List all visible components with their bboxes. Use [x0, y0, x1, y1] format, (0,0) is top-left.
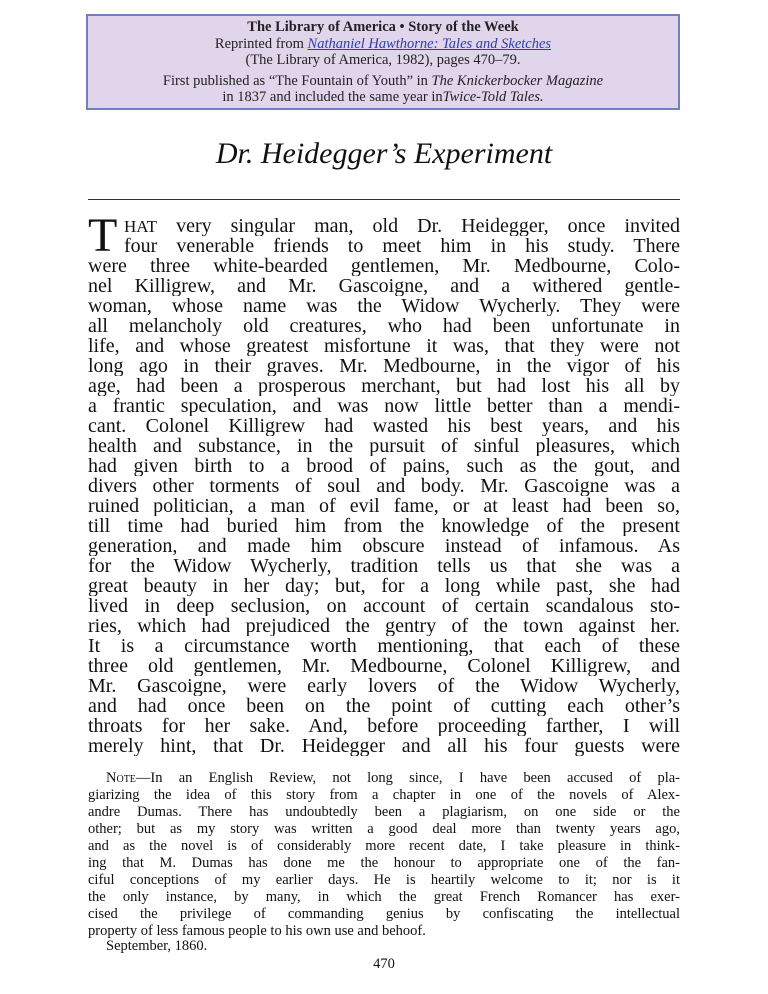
note-line: the only instance, by many, in which the great French Romancer has exer- — [88, 889, 680, 905]
note-line: giarizing the idea of this story from a chapter in one of the novels of Alex- — [88, 787, 680, 803]
body-line: It is a circumstance worth mentioning, that each of these — [88, 636, 680, 656]
body-line: woman, whose name was the Widow Wycherly. They were — [88, 296, 680, 316]
collection-name: Twice-Told Tales. — [442, 89, 544, 105]
reprinted-prefix: Reprinted from — [214, 35, 308, 52]
body-line: merely hint, that Dr. Heidegger and all his four guests were — [88, 736, 680, 756]
first-published-prefix: First published as “The Fountain of Youth” in — [162, 72, 432, 89]
body-line: lived in deep seclusion, on account of certain scandalous sto- — [88, 596, 680, 616]
body-line: till time had buried him from the knowledge of the present — [88, 516, 680, 536]
body-line: divers other torments of soul and body. Mr. Gascoigne was a — [88, 476, 680, 496]
body-line: three old gentlemen, Mr. Medbourne, Colonel Killigrew, and — [88, 656, 680, 676]
body-line: nel Killigrew, and Mr. Gascoigne, and a withered gentle- — [88, 276, 680, 296]
body-line: were three white-bearded gentlemen, Mr. Medbourne, Colo- — [88, 256, 680, 276]
note-line: property of less famous people to his own use and behoof. — [88, 923, 426, 939]
note-line: cised the privilege of commanding genius by confiscating the intellectual — [88, 906, 680, 922]
note-line: Note—In an English Review, not long since, I have been accused of pla- — [106, 770, 680, 786]
book-link[interactable]: Nathaniel Hawthorne: Tales and Sketches — [307, 35, 552, 52]
note-line: and as the novel is of considerably more recent date, I take pleasure in think- — [88, 838, 680, 854]
reprinted-from-line — [88, 36, 678, 53]
drop-cap: T — [88, 209, 118, 262]
story-title: Dr. Heidegger’s Experiment — [215, 137, 553, 170]
body-line: Mr. Gascoigne, were early lovers of the Widow Wycherly, — [88, 676, 680, 696]
story-body — [88, 209, 680, 756]
body-line: great beauty in her day; but, for a long while past, she had — [88, 576, 680, 596]
magazine-name: The Knickerbocker Magazine — [431, 72, 604, 89]
first-published-line — [88, 73, 678, 90]
body-line: ruined politician, a man of evil fame, or at least had been so, — [88, 496, 680, 516]
body-line: life, and whose greatest misfortune it was, that they were not — [88, 336, 680, 356]
included-prefix: in 1837 and included the same year in — [222, 89, 443, 105]
body-line: had given birth to a brood of pains, such as the gout, and — [88, 456, 680, 476]
body-line: for the Widow Wycherly, tradition tells us that she was a — [88, 556, 680, 576]
note-date: September, 1860. — [106, 938, 208, 954]
body-line: ries, which had prejudiced the gentry of the town against her. — [88, 616, 680, 636]
note-line: ciful conceptions of my earlier days. He is heartily welcome to it; nor is it — [88, 872, 680, 888]
body-line: all melancholy old creatures, who had been unfortunate in — [88, 316, 680, 336]
body-line: HAT very singular man, old Dr. Heidegger, once invited — [124, 216, 680, 236]
body-line: generation, and made him obscure instead of infamous. As — [88, 536, 680, 556]
body-line: a frantic speculation, and was now little better than a mendi- — [88, 396, 680, 416]
note-label: Note — [106, 770, 136, 786]
opening-small-caps: HAT — [124, 217, 158, 236]
publication-info: (The Library of America, 1982), pages 470–79. — [245, 52, 521, 68]
title-rule — [88, 199, 680, 200]
note-line: other; but as my story was written a good deal more than twenty years ago, — [88, 821, 680, 837]
body-line: throats for her sake. And, before proceeding farther, I will — [88, 716, 680, 736]
note-line: ing that M. Dumas has done me the honour to appropriate one of the fan- — [88, 855, 680, 871]
included-line — [88, 89, 678, 106]
body-line: health and substance, in the pursuit of sinful pleasures, which — [88, 436, 680, 456]
body-line: age, had been a prosperous merchant, but had lost his all by — [88, 376, 680, 396]
body-line: long ago in their graves. Mr. Medbourne, in the vigor of his — [88, 356, 680, 376]
body-line: cant. Colonel Killigrew had wasted his best years, and his — [88, 416, 680, 436]
body-line: four venerable friends to meet him in his study. There — [124, 236, 680, 256]
banner-heading: The Library of America • Story of the Week — [247, 19, 519, 35]
page-number: 470 — [373, 956, 395, 972]
note-line: andre Dumas. There has undoubtedly been a plagiarism, on one side or the — [88, 804, 680, 820]
author-note — [88, 770, 680, 940]
story-of-the-week-banner — [86, 14, 680, 110]
body-line: and had once been on the point of cutting each other’s — [88, 696, 680, 716]
